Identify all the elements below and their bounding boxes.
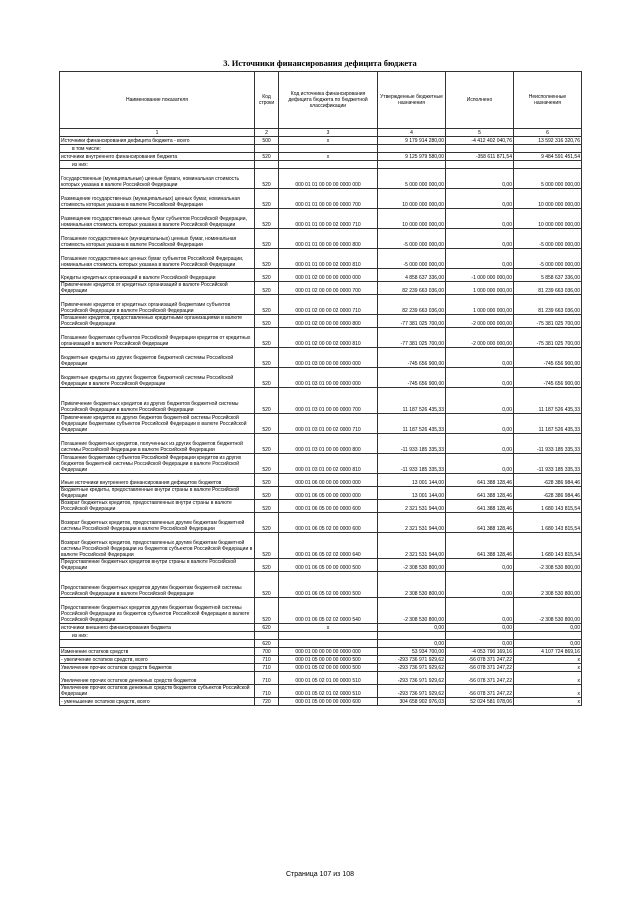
col-header-left: Неисполненные назначения [514, 72, 582, 129]
cell-source-code: 000 01 05 02 00 00 0000 500 [279, 664, 378, 672]
cell-source-code: x [279, 624, 378, 632]
cell-left: 5 000 000 000,00 [514, 169, 582, 189]
cell-left: -11 933 185 335,33 [514, 434, 582, 454]
cell-done: 52 024 581 078,06 [446, 698, 514, 706]
cell-name [60, 640, 255, 648]
table-row [60, 648, 582, 656]
cell-source-code: 000 01 03 01 00 00 0000 000 [279, 368, 378, 388]
cell-source-code: 000 01 03 00 00 00 0000 000 [279, 348, 378, 368]
cell-done: 0,00 [446, 559, 514, 572]
sources-table [59, 71, 582, 706]
cell-name: Предоставление бюджетных кредитов другим бюджетам бюджетной системы Российской Федерации из бюджетов субъектов Российской Федерации в валюте Российской Федерации [60, 598, 255, 624]
cell-code: 520 [255, 598, 279, 624]
cell-done: -56 078 371 247,22 [446, 656, 514, 664]
table-row [60, 500, 582, 513]
cell-source-code: 000 01 06 05 00 00 0000 500 [279, 559, 378, 572]
cell-name: Погашение бюджетами субъектов Российской Федерации кредитов от кредитных организаций в валюте Российской Федерации [60, 328, 255, 348]
cell-code [255, 632, 279, 640]
cell-code: 520 [255, 295, 279, 315]
cell-left: -628 386 984,46 [514, 487, 582, 500]
cell-done: 0,00 [446, 189, 514, 209]
table-row [60, 632, 582, 640]
cell-source-code: 000 01 05 02 01 00 0000 510 [279, 672, 378, 685]
cell-approved: 9 179 914 280,00 [378, 137, 446, 145]
cell-code: 620 [255, 624, 279, 632]
cell-code: 520 [255, 209, 279, 229]
cell-name: из них: [60, 632, 255, 640]
cell-name: Государственные (муниципальные) ценные бумаги, номинальная стоимость которых указана в валюте Российской Федерации [60, 169, 255, 189]
cell-left: 0,00 [514, 640, 582, 648]
cell-left: -628 386 984,46 [514, 474, 582, 487]
header-row [60, 72, 582, 129]
cell-left: 5 858 637 336,00 [514, 269, 582, 282]
cell-source-code: 000 01 06 05 02 00 0000 500 [279, 572, 378, 598]
cell-done [446, 632, 514, 640]
cell-done: -2 000 000 000,00 [446, 328, 514, 348]
cell-approved: -5 000 000 000,00 [378, 249, 446, 269]
cell-left: -2 308 530 800,00 [514, 598, 582, 624]
cell-approved: 2 308 530 800,00 [378, 572, 446, 598]
cell-left: -11 933 185 335,33 [514, 454, 582, 474]
col-number: 4 [378, 129, 446, 137]
cell-done: 0,00 [446, 434, 514, 454]
col-header-code: Код строки [255, 72, 279, 129]
cell-source-code: 000 01 03 01 00 00 0000 700 [279, 388, 378, 414]
cell-code: 520 [255, 559, 279, 572]
cell-code: 520 [255, 474, 279, 487]
cell-approved: 2 321 531 944,00 [378, 500, 446, 513]
page-footer: Страница 107 из 108 [285, 871, 355, 878]
table-row [60, 698, 582, 706]
cell-code: 520 [255, 169, 279, 189]
cell-source-code [279, 640, 378, 648]
col-header-done: Исполнено [446, 72, 514, 129]
cell-done: -56 078 371 247,22 [446, 672, 514, 685]
cell-name: Возврат бюджетных кредитов, предоставленных другим бюджетам бюджетной системы Российской Федерации из бюджетов субъектов Российской Федерации в валюте Российской Федерации [60, 533, 255, 559]
cell-approved [378, 632, 446, 640]
table-row [60, 145, 582, 153]
cell-code: 520 [255, 249, 279, 269]
cell-done: -4 412 402 040,76 [446, 137, 514, 145]
cell-source-code: x [279, 153, 378, 161]
cell-done: 0,00 [446, 624, 514, 632]
cell-approved: 82 239 663 036,00 [378, 295, 446, 315]
cell-name: Погашение бюджетами субъектов Российской Федерации кредитов из других бюджетов бюджетной системы Российской Федерации в валюте Российской Федерации [60, 454, 255, 474]
cell-name: Увеличение прочих остатков денежных средств бюджетов субъектов Российской Федерации [60, 685, 255, 698]
cell-done: 0,00 [446, 169, 514, 189]
cell-code: 520 [255, 282, 279, 295]
cell-source-code: 000 01 03 01 00 02 0000 810 [279, 454, 378, 474]
cell-name: источники внутреннего финансирования бюджета [60, 153, 255, 161]
table-row [60, 474, 582, 487]
table-row [60, 685, 582, 698]
cell-approved: 82 239 663 036,00 [378, 282, 446, 295]
cell-name: Бюджетные кредиты из других бюджетов бюджетной системы Российской Федерации [60, 348, 255, 368]
cell-name: Погашение бюджетных кредитов, полученных из других бюджетов бюджетной системы Российской Федерации в валюте Российской Федерации [60, 434, 255, 454]
cell-left: 10 000 000 000,00 [514, 209, 582, 229]
cell-left: 81 239 663 036,00 [514, 282, 582, 295]
cell-approved: -11 933 185 335,33 [378, 434, 446, 454]
cell-name: Размещение государственных (муниципальных) ценных бумаг, номинальная стоимость которых указана в валюте Российской Федерации [60, 189, 255, 209]
cell-left: 81 239 663 036,00 [514, 295, 582, 315]
cell-approved: 13 001 144,00 [378, 487, 446, 500]
cell-approved: 9 125 979 580,00 [378, 153, 446, 161]
cell-left: 10 000 000 000,00 [514, 189, 582, 209]
cell-left: 4 107 724 869,16 [514, 648, 582, 656]
cell-done: -358 611 871,54 [446, 153, 514, 161]
cell-approved: 53 934 700,00 [378, 648, 446, 656]
cell-name: источники внешнего финансирования бюджета [60, 624, 255, 632]
page-title: 3. Источники финансирования дефицита бюджета [223, 58, 417, 68]
cell-approved: -2 308 530 800,00 [378, 559, 446, 572]
cell-name: Размещение государственных ценных бумаг субъектов Российской Федерации, номинальная стоимость которых указана в валюте Российской Федерации [60, 209, 255, 229]
table-row [60, 656, 582, 664]
cell-source-code: 000 01 02 00 00 02 0000 710 [279, 295, 378, 315]
cell-done: 0,00 [446, 249, 514, 269]
cell-source-code: 000 01 01 00 00 00 0000 700 [279, 189, 378, 209]
cell-left: 11 187 526 435,33 [514, 388, 582, 414]
cell-left: -5 000 000 000,00 [514, 229, 582, 249]
cell-left: 9 484 591 451,54 [514, 153, 582, 161]
cell-source-code: 000 01 01 00 00 00 0000 000 [279, 169, 378, 189]
cell-name: Увеличение прочих остатков средств бюджетов [60, 664, 255, 672]
cell-source-code: 000 01 03 01 00 00 0000 800 [279, 434, 378, 454]
cell-source-code: 000 01 02 00 00 00 0000 700 [279, 282, 378, 295]
table-row [60, 249, 582, 269]
cell-done: 0,00 [446, 454, 514, 474]
cell-done: 0,00 [446, 348, 514, 368]
cell-name: - увеличение остатков средств, всего [60, 656, 255, 664]
cell-done: -2 000 000 000,00 [446, 315, 514, 328]
cell-code: 520 [255, 368, 279, 388]
cell-source-code: 000 01 00 00 00 00 0000 000 [279, 648, 378, 656]
cell-source-code: 000 01 01 00 00 00 0000 800 [279, 229, 378, 249]
cell-done: 0,00 [446, 572, 514, 598]
cell-done: 0,00 [446, 229, 514, 249]
cell-name: Кредиты кредитных организаций в валюте Российской Федерации [60, 269, 255, 282]
cell-code: 520 [255, 487, 279, 500]
cell-approved: 11 187 526 435,33 [378, 388, 446, 414]
cell-source-code [279, 632, 378, 640]
cell-source-code [279, 161, 378, 169]
cell-source-code: 000 01 05 00 00 00 0000 500 [279, 656, 378, 664]
cell-code: 520 [255, 572, 279, 598]
cell-left: -2 308 530 800,00 [514, 559, 582, 572]
cell-left: x [514, 685, 582, 698]
cell-name: Изменение остатков средств [60, 648, 255, 656]
cell-approved: 304 658 902 976,03 [378, 698, 446, 706]
cell-approved: -77 381 025 700,00 [378, 328, 446, 348]
cell-source-code: 000 01 02 00 00 00 0000 800 [279, 315, 378, 328]
cell-source-code: 000 01 06 05 02 02 0000 540 [279, 598, 378, 624]
cell-done: -56 078 371 247,22 [446, 685, 514, 698]
col-number: 1 [60, 129, 255, 137]
cell-approved: -2 308 530 800,00 [378, 598, 446, 624]
cell-name: Погашение кредитов, предоставленных кредитными организациями в валюте Российской Федерации [60, 315, 255, 328]
cell-name: - уменьшение остатков средств, всего [60, 698, 255, 706]
cell-approved: 0,00 [378, 640, 446, 648]
cell-done: -1 000 000 000,00 [446, 269, 514, 282]
cell-left: -5 000 000 000,00 [514, 249, 582, 269]
cell-done: 641 388 128,46 [446, 533, 514, 559]
table-row [60, 434, 582, 454]
cell-source-code: 000 01 06 05 00 00 0000 600 [279, 500, 378, 513]
cell-approved: 11 187 526 435,33 [378, 414, 446, 434]
cell-source-code [279, 145, 378, 153]
table-row [60, 315, 582, 328]
cell-approved [378, 145, 446, 153]
cell-done: 641 388 128,46 [446, 500, 514, 513]
cell-code: 710 [255, 672, 279, 685]
cell-name: Возврат бюджетных кредитов, предоставленных внутри страны в валюте Российской Федерации [60, 500, 255, 513]
cell-approved: -5 000 000 000,00 [378, 229, 446, 249]
table-row [60, 559, 582, 572]
cell-code: 520 [255, 315, 279, 328]
col-number: 6 [514, 129, 582, 137]
cell-code: 520 [255, 500, 279, 513]
cell-left: x [514, 656, 582, 664]
cell-done: 641 388 128,46 [446, 474, 514, 487]
cell-done: -4 053 790 169,16 [446, 648, 514, 656]
cell-name: в том числе: [60, 145, 255, 153]
table-row [60, 640, 582, 648]
cell-left [514, 145, 582, 153]
cell-done: 0,00 [446, 598, 514, 624]
cell-approved: 10 000 000 000,00 [378, 189, 446, 209]
table-row [60, 161, 582, 169]
cell-name: Привлечение кредитов из других бюджетов бюджетной системы Российской Федерации бюджетами субъектов Российской Федерации в валюте Российской Федерации [60, 414, 255, 434]
col-number: 3 [279, 129, 378, 137]
cell-approved: -77 381 025 700,00 [378, 315, 446, 328]
cell-done: 0,00 [446, 640, 514, 648]
cell-source-code: 000 01 02 00 00 02 0000 810 [279, 328, 378, 348]
cell-approved [378, 161, 446, 169]
cell-done [446, 161, 514, 169]
cell-code: 520 [255, 269, 279, 282]
cell-done: 1 000 000 000,00 [446, 282, 514, 295]
col-number: 2 [255, 129, 279, 137]
cell-source-code: 000 01 03 01 00 02 0000 710 [279, 414, 378, 434]
cell-code: 710 [255, 664, 279, 672]
cell-name: Погашение государственных ценных бумаг субъектов Российской Федерации, номинальная стоимость которых указана в валюте Российской Федерации [60, 249, 255, 269]
table-row [60, 295, 582, 315]
table-row [60, 414, 582, 434]
cell-code: 520 [255, 533, 279, 559]
cell-left [514, 632, 582, 640]
cell-left: -75 381 025 700,00 [514, 328, 582, 348]
cell-approved: -745 656 900,00 [378, 368, 446, 388]
cell-name: Бюджетные кредиты, предоставленные внутри страны в валюте Российской Федерации [60, 487, 255, 500]
table-body [60, 137, 582, 706]
cell-name: Источники финансирования дефицита бюджета - всего [60, 137, 255, 145]
cell-source-code: 000 01 02 00 00 00 0000 000 [279, 269, 378, 282]
table-row [60, 672, 582, 685]
cell-source-code: 000 01 05 00 00 00 0000 600 [279, 698, 378, 706]
cell-left: -75 381 025 700,00 [514, 315, 582, 328]
cell-left: 11 187 526 435,33 [514, 414, 582, 434]
cell-left: 2 308 530 800,00 [514, 572, 582, 598]
cell-done: 1 000 000 000,00 [446, 295, 514, 315]
cell-done: 0,00 [446, 388, 514, 414]
cell-left: -745 656 900,00 [514, 368, 582, 388]
cell-approved: 5 000 000 000,00 [378, 169, 446, 189]
cell-name: Привлечение кредитов от кредитных организаций в валюте Российской Федерации [60, 282, 255, 295]
cell-left [514, 161, 582, 169]
cell-done [446, 145, 514, 153]
cell-source-code: 000 01 01 00 00 02 0000 810 [279, 249, 378, 269]
cell-approved: -293 736 971 929,62 [378, 672, 446, 685]
table-row [60, 513, 582, 533]
table-row [60, 229, 582, 249]
col-header-approved: Утвержденные бюджетные назначения [378, 72, 446, 129]
table-row [60, 189, 582, 209]
table-row [60, 487, 582, 500]
cell-code: 720 [255, 698, 279, 706]
cell-approved: -293 736 971 929,62 [378, 664, 446, 672]
table-row [60, 282, 582, 295]
cell-name: Иные источники внутреннего финансирования дефицитов бюджетов [60, 474, 255, 487]
cell-name: Предоставление бюджетных кредитов другим бюджетам бюджетной системы Российской Федерации в валюте Российской Федерации [60, 572, 255, 598]
table-row [60, 137, 582, 145]
cell-done: 0,00 [446, 368, 514, 388]
table-row [60, 169, 582, 189]
cell-code: 520 [255, 414, 279, 434]
cell-name: Погашение государственных (муниципальных) ценных бумаг, номинальная стоимость которых указана в валюте Российской Федерации [60, 229, 255, 249]
cell-approved: -11 933 185 335,33 [378, 454, 446, 474]
column-numbers-row [60, 129, 582, 137]
cell-done: 0,00 [446, 209, 514, 229]
cell-left: x [514, 698, 582, 706]
table-row [60, 153, 582, 161]
cell-done: 641 388 128,46 [446, 513, 514, 533]
cell-name: Бюджетные кредиты из других бюджетов бюджетной системы Российской Федерации в валюте Российской Федерации [60, 368, 255, 388]
cell-source-code: 000 01 06 05 00 00 0000 000 [279, 487, 378, 500]
cell-source-code: 000 01 05 02 01 02 0000 510 [279, 685, 378, 698]
cell-name: Увеличение прочих остатков денежных средств бюджетов [60, 672, 255, 685]
cell-left: 1 680 143 815,54 [514, 513, 582, 533]
cell-done: -56 078 371 247,22 [446, 664, 514, 672]
cell-source-code: 000 01 06 00 00 00 0000 000 [279, 474, 378, 487]
cell-code: 520 [255, 434, 279, 454]
cell-approved: -293 736 971 929,62 [378, 656, 446, 664]
table-row [60, 388, 582, 414]
col-header-source: Код источника финансирования дефицита бюджета по бюджетной классификации [279, 72, 378, 129]
cell-left: -745 656 900,00 [514, 348, 582, 368]
cell-name: Привлечение бюджетных кредитов из других бюджетов бюджетной системы Российской Федерации в валюте Российской Федерации [60, 388, 255, 414]
cell-approved: -745 656 900,00 [378, 348, 446, 368]
cell-code: 700 [255, 648, 279, 656]
cell-approved: 2 321 531 944,00 [378, 513, 446, 533]
table-row [60, 664, 582, 672]
cell-code: 710 [255, 685, 279, 698]
cell-approved: 2 321 531 944,00 [378, 533, 446, 559]
cell-code [255, 161, 279, 169]
cell-left: 1 680 143 815,54 [514, 500, 582, 513]
cell-code: 520 [255, 388, 279, 414]
table-row [60, 368, 582, 388]
table-row [60, 572, 582, 598]
cell-source-code: 000 01 01 00 00 02 0000 710 [279, 209, 378, 229]
cell-code: 520 [255, 189, 279, 209]
cell-left: 0,00 [514, 624, 582, 632]
cell-name: из них: [60, 161, 255, 169]
cell-left: 1 680 143 815,54 [514, 533, 582, 559]
cell-name: Возврат бюджетных кредитов, предоставленных другим бюджетам бюджетной системы Российской Федерации в валюте Российской Федерации [60, 513, 255, 533]
cell-name: Привлечение кредитов от кредитных организаций бюджетами субъектов Российской Федерации в валюте Российской Федерации [60, 295, 255, 315]
cell-approved: 4 858 637 336,00 [378, 269, 446, 282]
table-row [60, 533, 582, 559]
cell-left: x [514, 664, 582, 672]
table-row [60, 209, 582, 229]
cell-code: 520 [255, 454, 279, 474]
cell-name: Предоставление бюджетных кредитов внутри страны в валюте Российской Федерации [60, 559, 255, 572]
cell-done: 0,00 [446, 414, 514, 434]
table-row [60, 348, 582, 368]
cell-source-code: 000 01 06 05 02 02 0000 640 [279, 533, 378, 559]
cell-code [255, 145, 279, 153]
cell-approved: 10 000 000 000,00 [378, 209, 446, 229]
cell-source-code: x [279, 137, 378, 145]
col-number: 5 [446, 129, 514, 137]
cell-code: 520 [255, 513, 279, 533]
cell-source-code: 000 01 06 05 02 00 0000 600 [279, 513, 378, 533]
cell-approved: 0,00 [378, 624, 446, 632]
cell-code: 520 [255, 153, 279, 161]
table-row [60, 454, 582, 474]
cell-code: 520 [255, 229, 279, 249]
cell-code: 710 [255, 656, 279, 664]
table-row [60, 624, 582, 632]
cell-left: 13 592 316 320,76 [514, 137, 582, 145]
cell-code: 520 [255, 328, 279, 348]
cell-approved: 13 001 144,00 [378, 474, 446, 487]
table-row [60, 269, 582, 282]
table-row [60, 328, 582, 348]
cell-left: x [514, 672, 582, 685]
table-row [60, 598, 582, 624]
cell-code: 620 [255, 640, 279, 648]
cell-approved: -293 736 971 929,62 [378, 685, 446, 698]
col-header-name: Наименование показателя [60, 72, 255, 129]
cell-done: 641 388 128,46 [446, 487, 514, 500]
cell-code: 500 [255, 137, 279, 145]
cell-code: 520 [255, 348, 279, 368]
